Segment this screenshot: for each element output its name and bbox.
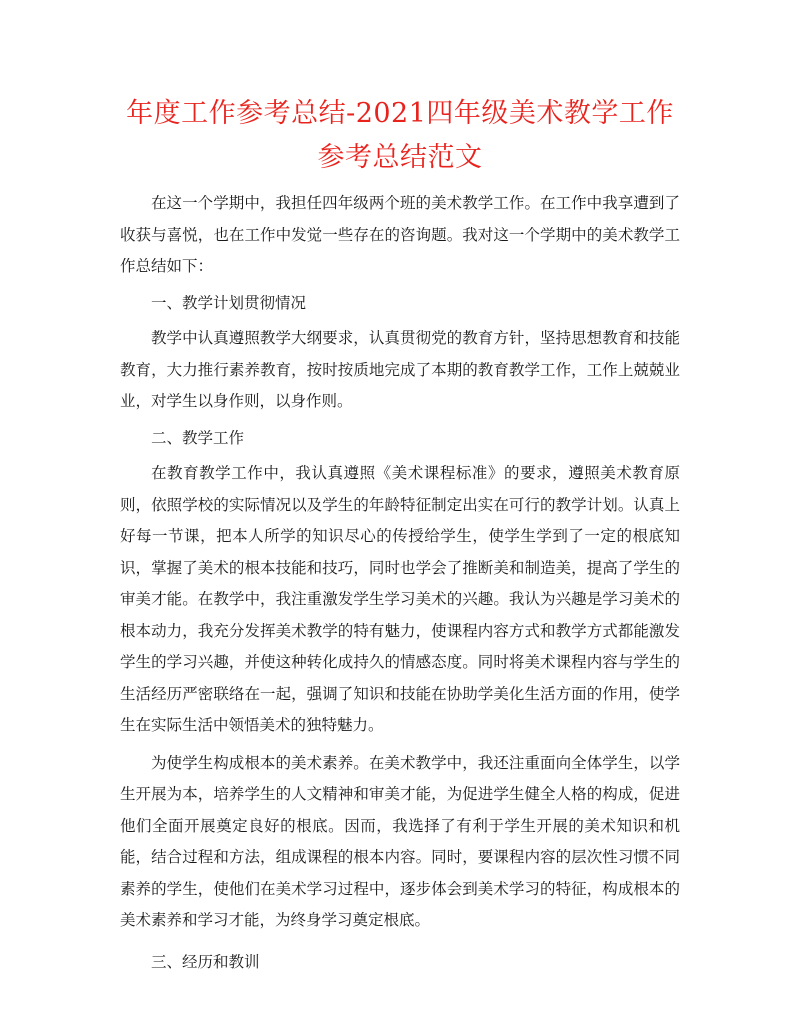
- section-1-body: 教学中认真遵照教学大纲要求，认真贯彻党的教育方针，坚持思想教育和技能教育，大力推行素养教育，按时按质地完成了本期的教育教学工作，工作上兢兢业业，对学生以身作则，以身作则。: [120, 329, 680, 410]
- section-2-heading: 二、教学工作: [151, 428, 245, 447]
- document-page: [120, 92, 680, 982]
- section-2-body-1: 在教育教学工作中，我认真遵照《美术课程标准》的要求，遵照美术教育原则，依照学校的实际情况以及学生的年龄特征制定出实在可行的教学计划。认真上好每一节课，把本人所学的知识尽心的传授给学生，使学生学到了一定的根底知识，掌握了美术的根本技能和技巧，同时也学会了推断美和制造美，提高了学生的审美才能。在教学中，我注重激发学生学习美术的兴趣。我认为兴趣是学习美术的根本动力，我充分发挥美术教学的特有魅力，使课程内容方式和教学方式都能激发学生的学习兴趣，并使这种转化成持久的情感态度。同时将美术课程内容与学生的生活经历严密联络在一起，强调了知识和技能在协助学美化生活方面的作用，使学生在实际生活中领悟美术的独特魅力。: [120, 464, 680, 734]
- intro-paragraph: 在这一个学期中，我担任四年级两个班的美术教学工作。在工作中我享遭到了收获与喜悦，也在工作中发觉一些存在的咨询题。我对这一个学期中的美术教学工作总结如下：: [120, 194, 680, 275]
- section-2-body-2: 为使学生构成根本的美术素养。在美术教学中，我还注重面向全体学生，以学生开展为本，培养学生的人文精神和审美才能，为促进学生健全人格的构成，促进他们全面开展奠定良好的根底。因而，我选择了有利于学生开展的美术知识和机能，结合过程和方法，组成课程的根本内容。同时，要课程内容的层次性习惯不同素养的学生，使他们在美术学习过程中，逐步体会到美术学习的特征，构成根本的美术素养和学习才能，为终身学习奠定根底。: [120, 753, 680, 929]
- document-title: 年度工作参考总结-2021四年级美术教学工作参考总结范文: [126, 98, 674, 173]
- section-1-heading: 一、教学计划贯彻情况: [151, 293, 307, 312]
- section-3-heading: 三、经历和教训: [151, 952, 260, 971]
